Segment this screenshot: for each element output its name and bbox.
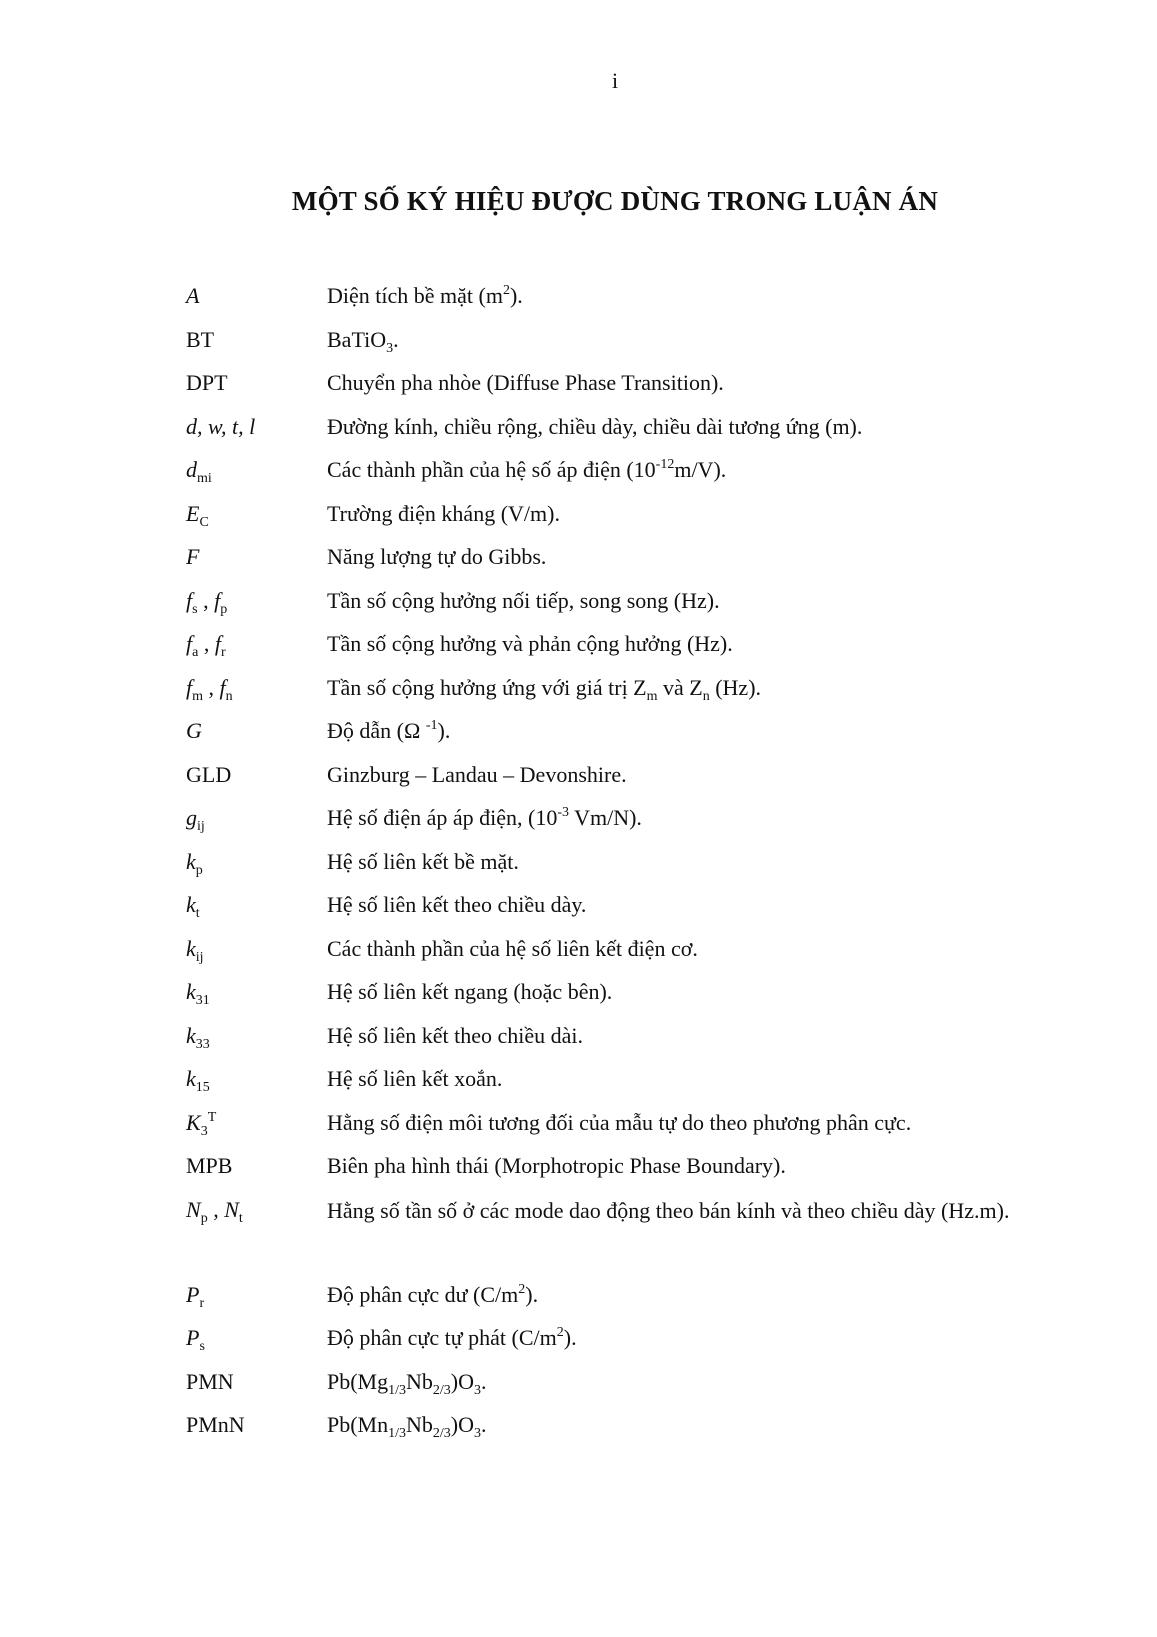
symbol: GLD [186,761,232,787]
symbol: $f_a$ , $f_r$ [186,631,226,660]
symbol-description: $Pb(Mn_{1/3}Nb_{2/3})O_3$. [327,1412,487,1441]
symbol-row [0,848,1157,892]
symbol-row [0,1109,1157,1153]
symbol-description: Ginzburg – Landau – Devonshire. [327,761,627,787]
symbol-description: Các thành phần của hệ số áp điện $(10^{-12}m/V)$. [327,457,727,482]
symbol: DPT [186,370,228,395]
symbol: F [186,544,200,569]
symbol: $d_{mi}$ [186,457,212,486]
symbol: $K_3^T$ [186,1109,217,1139]
symbol: d, w, t, l [186,413,256,439]
symbol: $P_s$ [186,1325,205,1354]
symbol-description: Tần số cộng hưởng nối tiếp, song song (Hz). [327,587,720,613]
symbol: $N_p$ , $N_t$ [186,1196,243,1226]
symbol-description: Hằng số điện môi tương đối của mẫu tự do theo phương phân cực. [327,1109,912,1135]
symbol-description: Hệ số điện áp áp điện, ($10^{-3}$ Vm/N). [327,805,642,830]
symbol-description: Chuyển pha nhòe (Diffuse Phase Transition). [327,370,724,395]
symbol: $E_C$ [186,500,209,530]
symbol: $k_{15}$ [186,1066,210,1095]
symbol-row [0,1411,1157,1455]
symbol-row [0,761,1157,805]
symbol-description: Hệ số liên kết ngang (hoặc bên). [327,979,613,1004]
symbol-row [0,935,1157,979]
symbol-row [0,978,1157,1022]
symbol: $k_{ij}$ [186,935,204,965]
symbol-description: Độ phân cực tự phát $(C/m^2)$. [327,1325,577,1350]
symbol-description: Trường điện kháng (V/m). [327,500,560,526]
page-number: i [611,68,619,93]
symbol: BT [186,326,215,352]
symbol: PMnN [186,1412,245,1437]
symbol-row [0,587,1157,631]
symbol-row [0,413,1157,457]
symbol: $P_r$ [186,1281,205,1311]
symbol: PMN [186,1368,234,1394]
page-title: MỘT SỐ KÝ HIỆU ĐƯỢC DÙNG TRONG LUẬN ÁN [291,186,939,216]
symbol-row [0,630,1157,674]
symbol-row [0,1022,1157,1066]
symbol-row [0,500,1157,544]
symbol: A [186,283,200,308]
symbol-description: Biên pha hình thái (Morphotropic Phase Boundary). [327,1153,786,1178]
symbol: $k_{33}$ [186,1022,210,1052]
symbol-row [0,543,1157,587]
symbol-row [0,1196,1157,1281]
symbol-description: Hệ số liên kết bề mặt. [327,848,519,874]
symbol: MPB [186,1153,233,1178]
symbol-description: Hằng số tần số ở các mode dao động theo bán kính và theo chiều dày (Hz.m). [327,1197,1010,1223]
symbol: $f_m$ , $f_n$ [186,674,233,704]
symbol-list [0,282,1157,1455]
symbol: $k_{31}$ [186,979,210,1008]
symbol-row [0,456,1157,500]
symbol-description: Hệ số liên kết theo chiều dài. [327,1022,583,1048]
symbol-description: Tần số cộng hưởng và phản cộng hưởng (Hz). [327,631,733,656]
symbol-row [0,369,1157,413]
symbol-row [0,717,1157,761]
symbol: $g_{ij}$ [186,805,205,834]
symbol-row [0,1324,1157,1368]
symbol-description: $Pb(Mg_{1/3}Nb_{2/3})O_3$. [327,1368,487,1398]
symbol: $k_p$ [186,848,203,878]
symbol-row [0,1281,1157,1325]
symbol-row [0,674,1157,718]
symbol-description: Độ phân cực dư $(C/m^2)$. [327,1281,539,1307]
symbol: $f_s$ , $f_p$ [186,587,228,617]
symbol-description: Đường kính, chiều rộng, chiều dày, chiều dài tương ứng (m). [327,413,863,439]
symbol-row [0,282,1157,326]
symbol-description: BaTiO$_3$. [327,326,399,356]
symbol-row [0,326,1157,370]
symbol: $k_t$ [186,892,200,921]
symbol-row [0,1368,1157,1412]
symbol-description: Tần số cộng hưởng ứng với giá trị $Z_m$ và $Z_n$ (Hz). [327,674,762,704]
symbol-description: Năng lượng tự do Gibbs. [327,544,547,569]
symbol-description: Hệ số liên kết theo chiều dày. [327,892,587,917]
symbol: G [186,718,202,743]
symbol-description: Các thành phần của hệ số liên kết điện cơ. [327,935,698,961]
symbol-row [0,1065,1157,1109]
symbol-row [0,891,1157,935]
symbol-description: Độ dẫn (Ω $^{-1}$). [327,718,451,743]
symbol-description: Hệ số liên kết xoắn. [327,1066,503,1091]
symbol-row [0,804,1157,848]
symbol-description: Diện tích bề mặt $(m^2)$. [327,283,523,308]
